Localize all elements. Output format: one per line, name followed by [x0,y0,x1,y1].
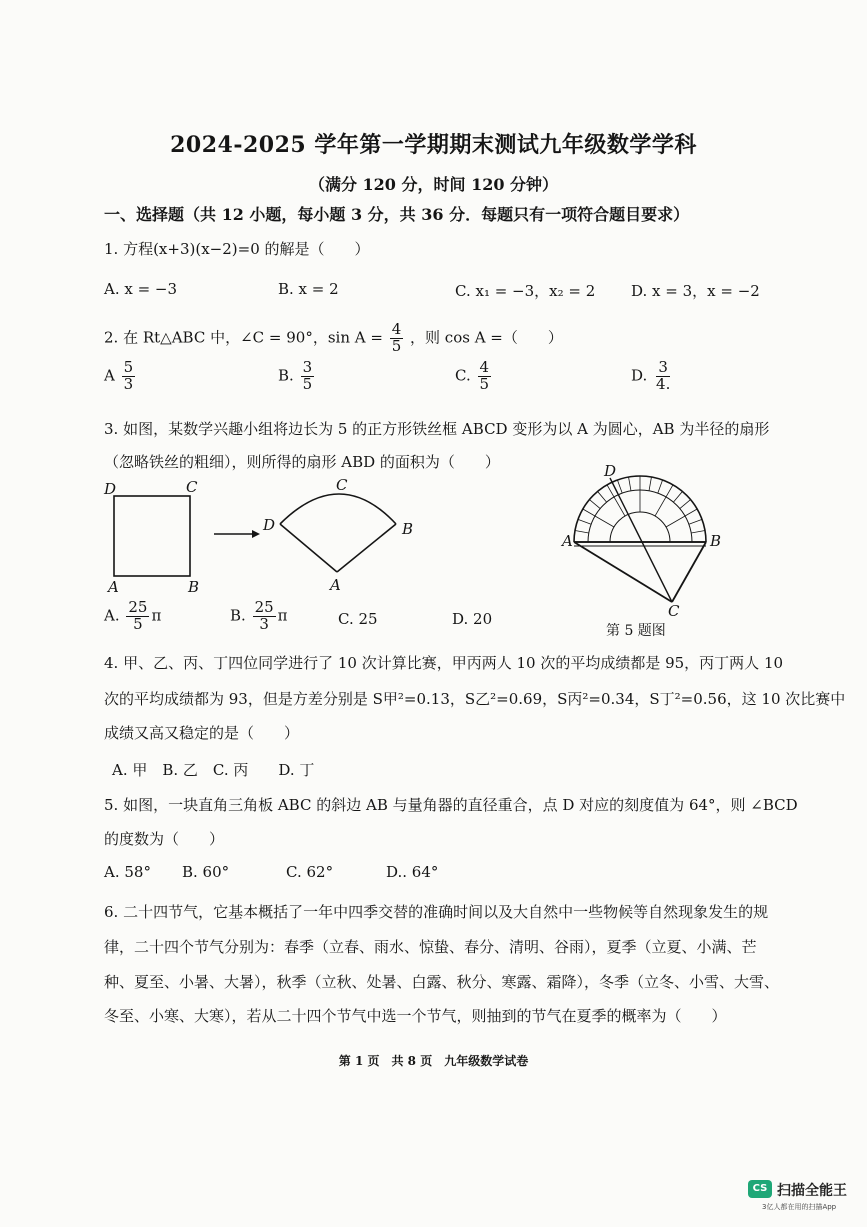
q2-option-c [455,360,493,393]
page-footer: 第 1 页 共 8 页 九年级数学试卷 [338,1054,529,1068]
q3-option-a-den: 5 [133,614,143,633]
q2-option-b [278,360,316,393]
question-3-line-1: 3. 如图，某数学兴趣小组将边长为 5 的正方形铁丝框 ABCD 变形为以 A 为圆心，AB 为半径的扇形 [104,420,770,438]
q2-option-b-num: 3 [302,358,313,376]
page-title: 2024-2025 学年第一学期期末测试九年级数学学科 [170,132,697,158]
protractor-tick [680,500,691,509]
q2-suffix: ，则 cos A =（ ） [410,328,563,347]
question-4-line-3: 成绩又高又稳定的是（ ） [104,724,300,742]
exam-info: （满分 120 分，时间 120 分钟） [308,175,559,194]
protractor-tick [589,500,600,509]
protractor-tick [655,485,673,516]
q3-option-d: D. 20 [452,610,493,628]
q3-option-b-label: B. [230,606,246,625]
q1-option-b: B. x = 2 [278,280,339,298]
camscanner-name: 扫描全能王 [777,1183,847,1199]
q5-label-b: B [710,532,722,550]
protractor-tick [617,480,622,493]
protractor-tick [666,509,697,527]
question-6-line-1: 6. 二十四节气，它基本概括了一年中四季交替的准确时间以及大自然中一些物候等自然现象发生的规 [104,903,769,921]
q2-sin-fraction [390,322,404,355]
q2-option-a-num: 5 [123,358,134,376]
q2-option-d [631,360,674,393]
sector-label-d: D [263,516,276,534]
section-heading: 一、选择题（共 12 小题，每小题 3 分，共 36 分．每题只有一项符合题目要求） [104,205,690,224]
question-5-line-1: 5. 如图，一块直角三角板 ABC 的斜边 AB 与量角器的直径重合，点 D 对应的刻度值为 64°，则 ∠BCD [104,796,798,814]
question-4-line-1: 4. 甲、乙、丙、丁四位同学进行了 10 次计算比赛，甲丙两人 10 次的平均成绩都是 95，丙丁两人 10 [104,654,784,672]
q5-option-a: A. 58° [104,863,151,881]
q2-option-a-den: 3 [123,374,134,393]
q3-option-a-label: A. [104,606,120,625]
q1-option-a: A. x = −3 [104,280,178,298]
q2-prefix: 2. 在 Rt△ABC 中，∠C = 90°，sin A = [104,328,383,347]
q5-label-d: D [604,462,617,480]
q1-option-c: C. x₁ = −3，x₂ = 2 [455,282,596,300]
protractor [574,476,706,546]
q2-option-c-den: 5 [479,374,490,393]
q5-figure [560,462,740,617]
protractor-tick [689,519,702,524]
q3-option-b-pi: π [277,606,288,625]
q3-figure [100,470,430,600]
camscanner-slogan: 3亿人都在用的扫描App [762,1203,837,1211]
protractor-tick [629,477,631,491]
question-5-line-2: 的度数为（ ） [104,830,225,848]
question-6-line-4: 冬至、小寒、大寒），若从二十四个节气中选一个节气，则抽到的节气在夏季的概率为（ ） [104,1007,727,1025]
q3-option-b-den: 3 [259,614,269,633]
arrow-head-icon [252,530,260,538]
q2-sin-numerator: 4 [391,320,402,338]
square-label-c: C [186,478,198,496]
sector-radius-ab [337,524,396,572]
sector-arc [280,494,396,524]
q3-option-a-num: 25 [128,598,148,616]
question-6-line-3: 种、夏至、小暑、大暑），秋季（立秋、处暑、白露、秋分、寒露、霜降），冬季（立冬、小雪、大雪、 [104,973,780,991]
question-6-line-2: 律，二十四个节气分别为：春季（立春、雨水、惊蛰、春分、清明、谷雨），夏季（立夏、小满、芒 [104,938,757,956]
q2-option-b-den: 5 [302,374,313,393]
q3-option-a-pi: π [151,606,162,625]
q5-option-b: B. 60° [182,863,230,881]
protractor-tick [578,519,591,524]
square-label-b: B [188,578,200,596]
q3-option-c: C. 25 [338,610,378,628]
q5-label-a: A [562,532,573,550]
sector-label-b: B [402,520,414,538]
protractor-tick [598,491,607,502]
sector-radius-ad [280,524,337,572]
q2-option-d-den: 4. [656,374,671,393]
q4-options: A. 甲 B. 乙 C. 丙 D. 丁 [112,761,315,779]
square-frame [114,496,190,576]
square-label-d: D [104,480,117,498]
q2-option-b-label: B. [278,366,294,385]
protractor-tick [583,509,614,527]
protractor-tick [658,480,663,493]
question-4-line-2: 次的平均成绩都为 93，但是方差分别是 S甲²=0.13，S乙²=0.69，S丙²=0.34，S丁²=0.56，这 10 次比赛中 [104,690,846,708]
q3-option-a [104,600,161,633]
q1-option-d: D. x = 3，x = −2 [631,282,760,300]
q2-option-a-label: A [104,366,115,385]
protractor-tick [649,477,651,491]
square-label-a: A [108,578,119,596]
sector-label-c: C [336,476,348,494]
q5-option-c: C. 62° [286,863,334,881]
question-1-stem: 1. 方程(x+3)(x−2)=0 的解是（ ） [104,240,370,258]
sector-label-a: A [330,576,341,594]
question-2-stem [104,322,563,355]
q5-option-d: D.. 64° [386,863,439,881]
q3-option-b-num: 25 [254,598,274,616]
q2-option-c-label: C. [455,366,471,385]
camscanner-logo-icon: CS [748,1180,772,1198]
q5-figure-caption: 第 5 题图 [606,623,666,639]
protractor-tick [691,531,705,533]
question-3-line-2: （忽略铁丝的粗细），则所得的扇形 ABD 的面积为（ ） [104,453,500,471]
q3-option-b [230,600,288,633]
q5-label-c: C [668,602,680,617]
q2-option-d-label: D. [631,366,648,385]
protractor-tick [673,491,682,502]
q2-option-d-num: 3 [658,358,668,376]
q2-sin-denominator: 5 [391,336,402,355]
protractor-tick [575,531,589,533]
q2-option-c-num: 4 [479,358,490,376]
q2-option-a [104,360,137,393]
